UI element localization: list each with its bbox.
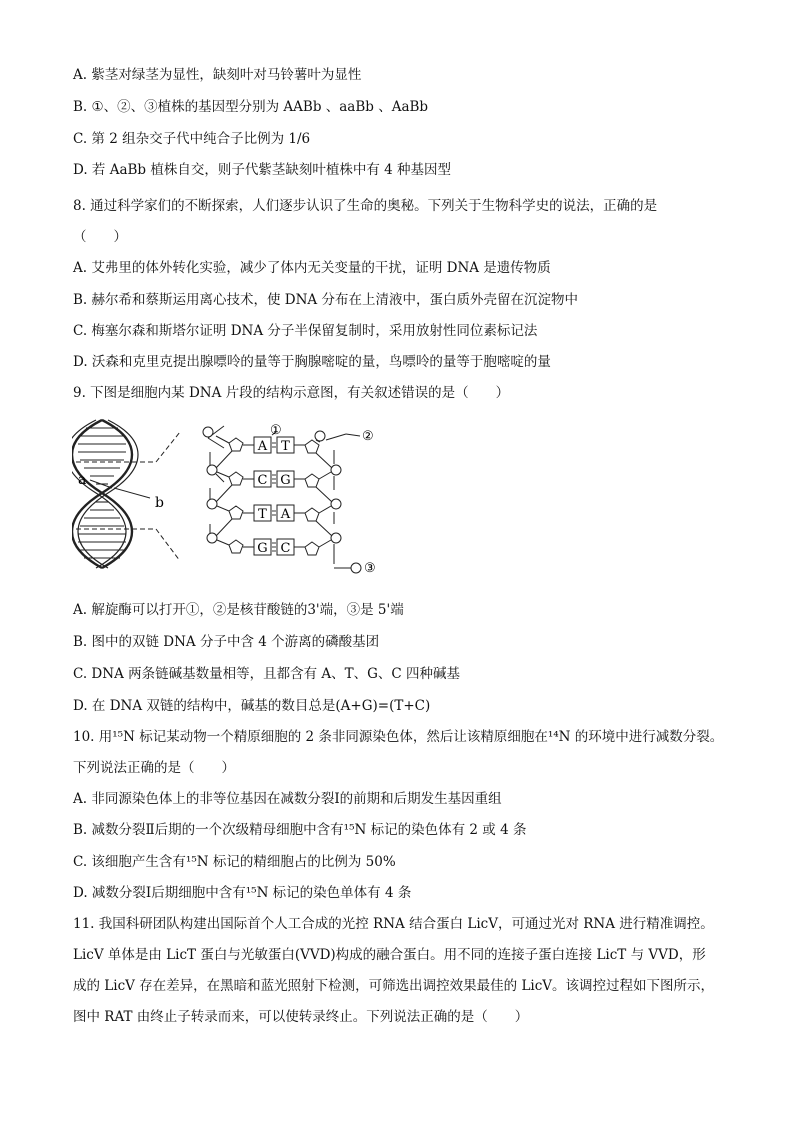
q7-option-a: A. 紫茎对绿茎为显性，缺刻叶对马铃薯叶为显性 [73,67,362,83]
base-a-left: A [257,439,268,454]
q10-option-c: C. 该细胞产生含有¹⁵N 标记的精细胞占的比例为 50% [73,854,396,870]
base-c-left: C [257,473,268,488]
base-letters [257,439,291,556]
q7-option-d: D. 若 AaBb 植株自交，则子代紫茎缺刻叶植株中有 4 种基因型 [73,162,452,178]
double-helix [72,420,138,568]
q10-stem-line-1: 10. 用¹⁵N 标记某动物一个精原细胞的 2 条非同源染色体，然后让该精原细胞在¹⁴N 的环境中进行减数分裂。 [73,729,724,745]
marker-3: ③ [364,561,376,576]
q11-line-1: 11. 我国科研团队构建出国际首个人工合成的光控 RNA 结合蛋白 LicV，可通过光对 RNA 进行精准调控。 [73,916,714,932]
base-boxes [254,437,294,555]
q10-option-b: B. 减数分裂Ⅱ后期的一个次级精母细胞中含有¹⁵N 标记的染色体有 2 或 4 条 [73,822,527,838]
right-backbone [315,431,361,573]
q9-stem: 9. 下图是细胞内某 DNA 片段的结构示意图，有关叙述错误的是（ ） [73,385,510,401]
q10-option-a: A. 非同源染色体上的非等位基因在减数分裂Ⅰ的前期和后期发生基因重组 [73,791,502,807]
q8-option-d: D. 沃森和克里克提出腺嘌呤的量等于胸腺嘧啶的量，鸟嘌呤的量等于胞嘧啶的量 [73,354,551,370]
q10-stem-line-2: 下列说法正确的是（ ） [73,760,235,776]
q11-line-3: 成的 LicV 存在差异，在黑暗和蓝光照射下检测，可筛选出调控效果最佳的 LicV。该调控过程如下图所示， [73,978,715,994]
left-backbone [203,426,224,543]
q9-option-d: D. 在 DNA 双链的结构中，碱基的数目总是(A+G)=(T+C) [73,698,431,714]
q7-option-b: B. ①、②、③植株的基因型分别为 AABb 、aaBb 、AaBb [73,99,429,115]
base-g-right: G [280,473,291,488]
q8-option-c: C. 梅塞尔森和斯塔尔证明 DNA 分子半保留复制时，采用放射性同位素标记法 [73,323,538,339]
base-t-right: T [281,439,290,454]
q8-stem-line-1: 8. 通过科学家们的不断探索，人们逐步认识了生命的奥秘。下列关于生物科学史的说法，正确的是 [73,198,658,214]
base-a-right: A [280,507,291,522]
q10-option-d: D. 减数分裂Ⅰ后期细胞中含有¹⁵N 标记的染色单体有 4 条 [73,885,412,901]
sugar-pentagons [229,438,319,555]
q9-option-b: B. 图中的双链 DNA 分子中含 4 个游离的磷酸基团 [73,634,380,650]
q8-option-a: A. 艾弗里的体外转化实验，减少了体内无关变量的干扰，证明 DNA 是遗传物质 [73,260,551,276]
marker-1: ① [270,423,282,438]
hydrogen-bonds [272,443,276,551]
glycosidic-bonds [243,445,305,547]
base-t-left: T [258,507,267,522]
q11-line-4: 图中 RAT 由终止子转录而来，可以使转录终止。下列说法正确的是（ ） [73,1009,529,1025]
base-c-right: C [280,541,291,556]
marker-2: ② [362,429,374,444]
q11-line-2: LicV 单体是由 LicT 蛋白与光敏蛋白(VVD)构成的融合蛋白。用不同的连接子蛋白连接 LicT 与 VVD，形 [73,947,706,963]
q9-option-c: C. DNA 两条链碱基数量相等，且都含有 A、T、G、C 四种碱基 [73,666,461,682]
label-b: b [155,495,164,511]
base-g-left: G [257,541,268,556]
q8-stem-line-2: （ ） [73,229,127,245]
q8-option-b: B. 赫尔希和蔡斯运用离心技术，使 DNA 分布在上清液中，蛋白质外壳留在沉淀物中 [73,292,578,308]
label-b-leader [114,488,150,498]
q7-option-c: C. 第 2 组杂交子代中纯合子比例为 1/6 [73,131,311,147]
q9-option-a: A. 解旋酶可以打开①，②是核苷酸链的3'端，③是 5'端 [73,602,404,618]
label-a: a [78,472,87,488]
dna-structure-figure [72,418,392,580]
